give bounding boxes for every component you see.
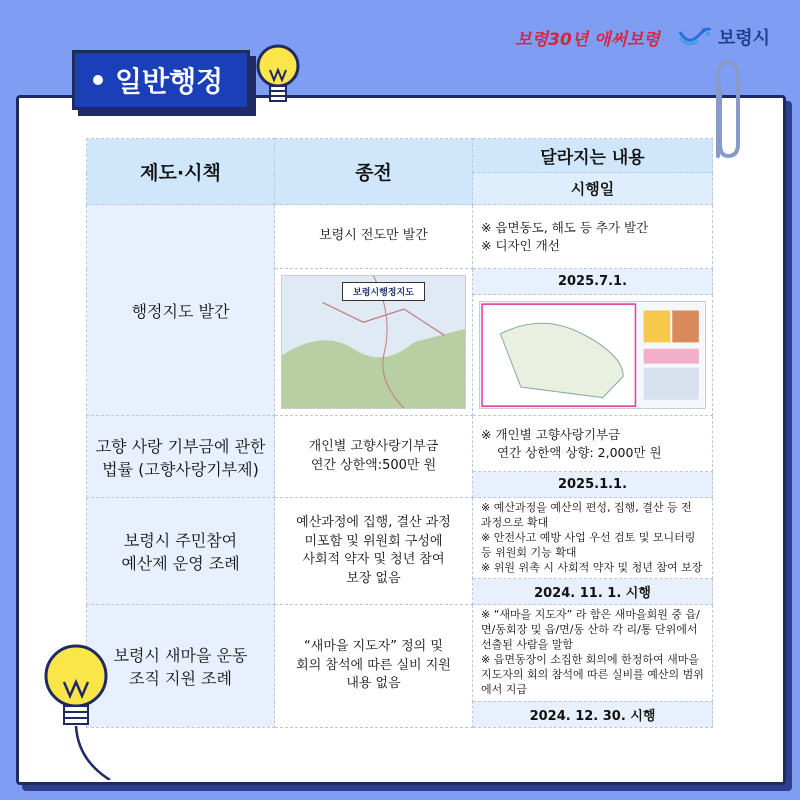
row1-policy: 행정지도 발간 bbox=[87, 205, 275, 416]
header-policy: 제도·시책 bbox=[87, 139, 275, 205]
row2-previous-line: 연간 상한액:500만 원 bbox=[310, 457, 437, 473]
row4-previous-line: 회의 참석에 따른 실비 지원 bbox=[296, 657, 451, 673]
header-change: 달라지는 내용 bbox=[473, 139, 713, 173]
policy-table bbox=[86, 138, 713, 728]
row1-new-map-cell bbox=[473, 295, 713, 416]
bullet-dot bbox=[93, 75, 103, 85]
header-previous: 종전 bbox=[275, 139, 473, 205]
old-map-image bbox=[281, 275, 466, 409]
city-logo bbox=[678, 24, 770, 50]
row4-policy-line: 보령시 새마을 운동 bbox=[113, 646, 248, 666]
row3-policy-line: 예산제 운영 조례 bbox=[121, 554, 240, 574]
lightbulb-icon bbox=[252, 40, 304, 112]
city-logo-text: 보령시 bbox=[717, 28, 770, 49]
row3-previous-line: 사회적 약자 및 청년 참여 bbox=[302, 552, 445, 568]
city-wave-logo-icon bbox=[678, 26, 712, 48]
row1-old-map-cell bbox=[275, 269, 473, 416]
change-item: ※ 읍면동도, 해도 등 추가 발간 bbox=[481, 220, 649, 235]
table-row bbox=[87, 498, 713, 579]
row4-changes bbox=[473, 605, 713, 701]
row2-policy-line: 고향 사랑 기부금에 관한 bbox=[95, 436, 266, 456]
change-item: ※ 디자인 개선 bbox=[481, 237, 560, 253]
row3-previous-line: 보장 없음 bbox=[346, 571, 401, 587]
row2-changes bbox=[473, 416, 713, 472]
change-item: ※ 개인별 고향사랑기부금 bbox=[481, 427, 621, 443]
change-item: ※ 위원 위촉 시 사회적 약자 및 청년 참여 보장 bbox=[481, 560, 703, 574]
row4-previous bbox=[275, 605, 473, 727]
change-item: 연간 상한액 상향: 2,000만 원 bbox=[497, 444, 662, 460]
change-item: ※ “새마을 지도자” 라 함은 새마을회원 중 읍/면/동회장 및 읍/면/동 산하 각 리/통 단위에서 선출된 사람을 말함 bbox=[481, 608, 700, 652]
row4-previous-line: “새마을 지도자” 정의 및 bbox=[304, 638, 443, 654]
row4-date: 2024. 12. 30. 시행 bbox=[473, 701, 713, 727]
change-item: ※ 예산과정을 예산의 편성, 집행, 결산 등 전 과정으로 확대 bbox=[481, 501, 692, 530]
row3-date: 2024. 11. 1. 시행 bbox=[473, 579, 713, 605]
section-badge bbox=[72, 50, 250, 110]
table-row bbox=[87, 416, 713, 472]
row1-previous: 보령시 전도만 발간 bbox=[275, 205, 473, 269]
row1-changes bbox=[473, 205, 713, 269]
row3-previous-line: 예산과정에 집행, 결산 과정 bbox=[296, 514, 451, 530]
row4-policy-line: 조직 지원 조례 bbox=[129, 669, 232, 689]
row4-previous-line: 내용 없음 bbox=[346, 676, 401, 692]
row2-date: 2025.1.1. bbox=[473, 472, 713, 498]
map-title-label: 보령시행정지도 bbox=[342, 282, 425, 301]
row2-policy-line: 법률 (고향사랑기부제) bbox=[102, 459, 259, 479]
row3-previous-line: 미포함 및 위원회 구성에 bbox=[304, 533, 443, 549]
row2-previous bbox=[275, 416, 473, 498]
row3-changes bbox=[473, 498, 713, 579]
new-map-image bbox=[479, 301, 706, 409]
new-map-illustration bbox=[480, 302, 705, 408]
row1-date: 2025.7.1. bbox=[473, 269, 713, 295]
row3-previous bbox=[275, 498, 473, 605]
campaign-logo: 보령30년 애써보령 bbox=[515, 29, 660, 50]
row2-previous-line: 개인별 고향사랑기부금 bbox=[308, 438, 439, 454]
row3-policy bbox=[87, 498, 275, 605]
lightbulb-icon bbox=[38, 640, 118, 780]
logo-area bbox=[515, 24, 770, 50]
change-item: ※ 읍면동장이 소집한 회의에 한정하여 새마을 지도자의 회의 참석에 따른 실비를 예산의 범위에서 지급 bbox=[481, 653, 704, 696]
row2-policy bbox=[87, 416, 275, 498]
header-effective-date: 시행일 bbox=[473, 173, 713, 205]
section-title: 일반행정 bbox=[115, 65, 224, 98]
change-item: ※ 안전사고 예방 사업 우선 검토 및 모니터링 등 위원회 기능 확대 bbox=[481, 530, 696, 559]
table-row bbox=[87, 605, 713, 701]
row3-policy-line: 보령시 주민참여 bbox=[123, 531, 238, 551]
table-row bbox=[87, 205, 713, 269]
